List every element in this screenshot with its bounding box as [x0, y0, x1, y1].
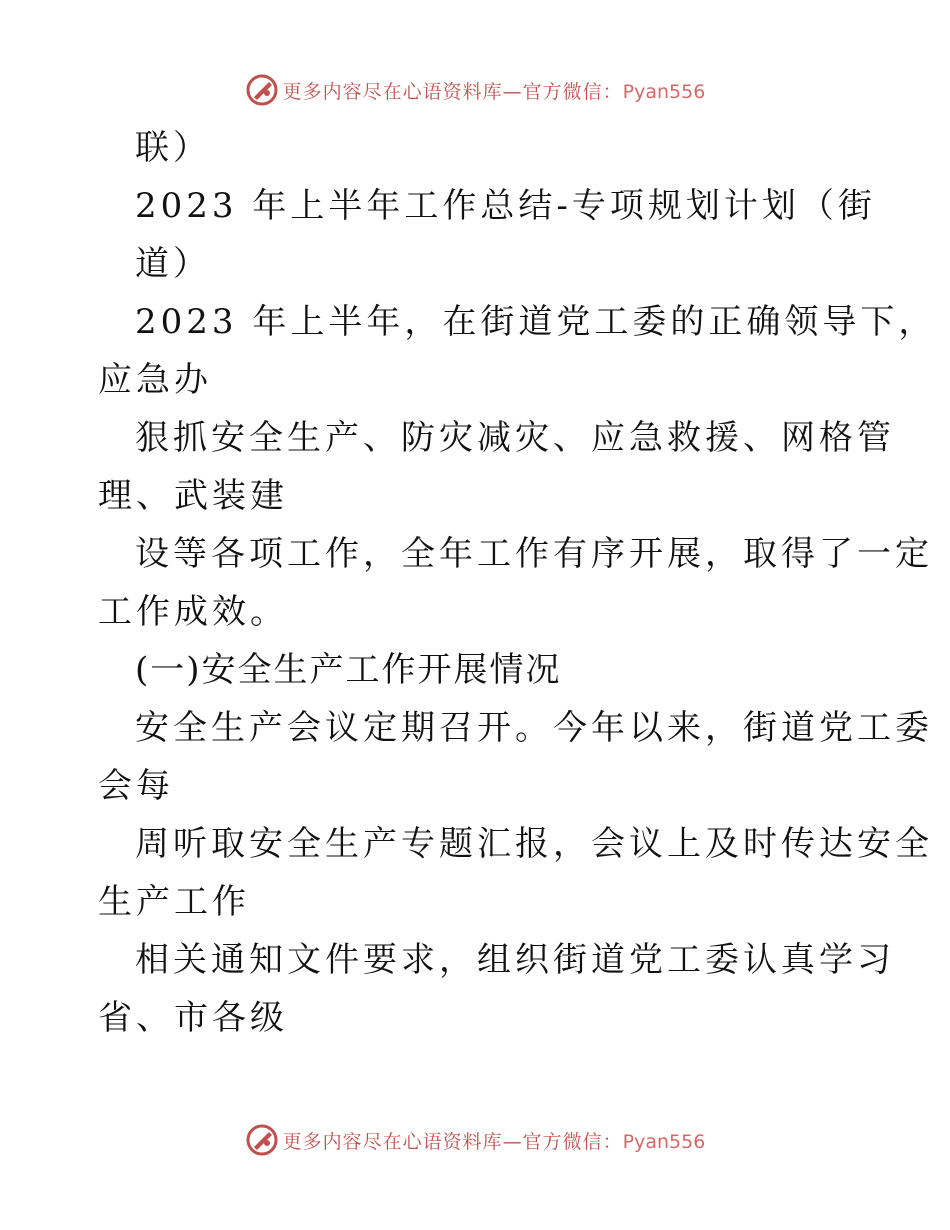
text-line: 理、武装建 [98, 476, 288, 516]
watermark-text: 更多内容尽在心语资料库—官方微信：Pyan556 [282, 1130, 706, 1153]
text-line: 会每 [98, 766, 174, 806]
header-watermark [0, 70, 950, 110]
section-heading: (一)安全生产工作开展情况 [135, 650, 562, 690]
text-line: 应急办 [98, 360, 212, 400]
seal-logo-icon [245, 73, 279, 107]
text-line: 工作成效。 [98, 592, 288, 632]
text-line: 狠抓安全生产、防灾减灾、应急救援、网格管 [135, 418, 895, 458]
seal-logo-icon [245, 1123, 279, 1157]
text-line: 周听取安全生产专题汇报，会议上及时传达安全 [135, 824, 933, 864]
text-line: 2023 年上半年工作总结-专项规划计划（街 [135, 186, 876, 226]
text-line: 省、市各级 [98, 998, 288, 1038]
watermark-handle: Pyan556 [622, 80, 706, 103]
footer-watermark [0, 1120, 950, 1160]
watermark-text: 更多内容尽在心语资料库—官方微信：Pyan556 [282, 80, 706, 103]
watermark-handle: Pyan556 [622, 1130, 706, 1153]
text-line: 相关通知文件要求，组织街道党工委认真学习 [135, 940, 895, 980]
text-line: 2023 年上半年，在街道党工委的正确领导下， [135, 302, 937, 342]
text-line: 道） [135, 244, 211, 284]
text-line: 设等各项工作，全年工作有序开展，取得了一定 [135, 534, 933, 574]
text-line: 安全生产会议定期召开。今年以来，街道党工委 [135, 708, 933, 748]
text-line: 生产工作 [98, 882, 250, 922]
text-line: 联） [135, 128, 211, 168]
